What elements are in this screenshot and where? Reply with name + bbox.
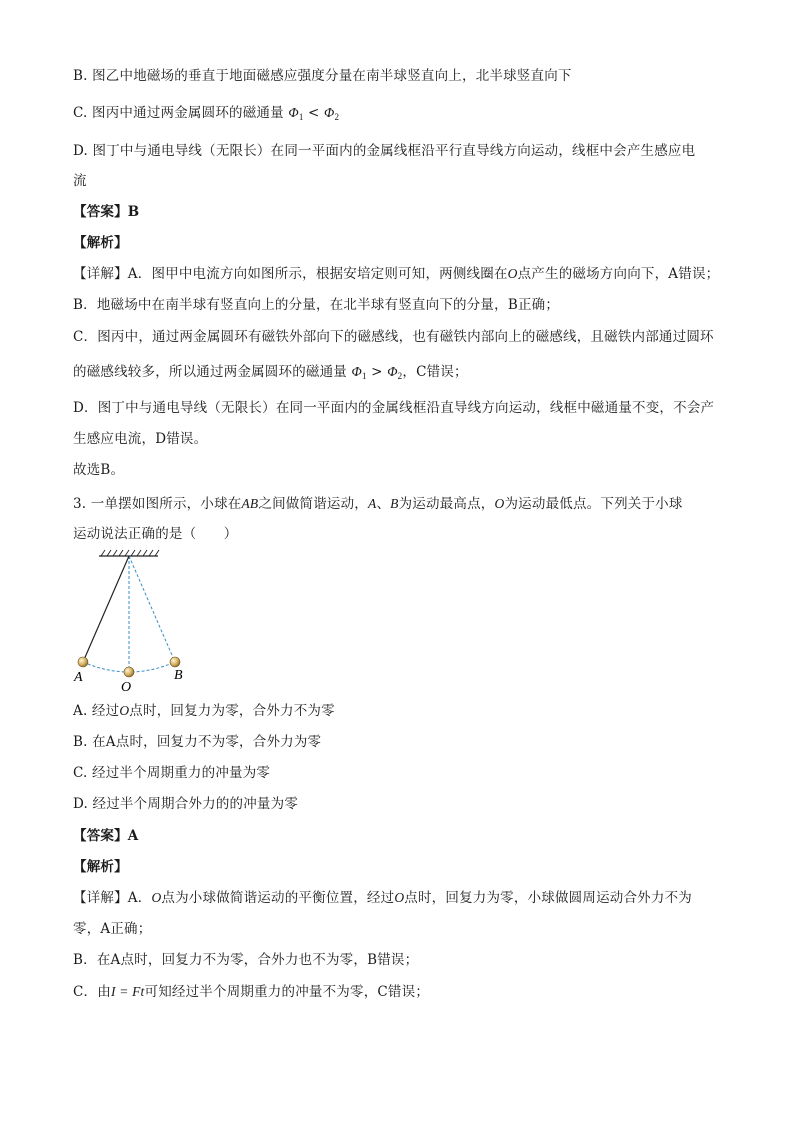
option-d-text: D. 图丁中与通电导线（无限长）在同一平面内的金属线框沿平行直导线方向运动，线框中会产生感应电 [73,143,696,159]
option-b-text: B. 图乙中地磁场的垂直于地面磁感应强度分量在南半球竖直向上，北半球竖直向下 [73,68,572,84]
ball-o [124,667,134,677]
detail-d-q2-cont: 生感应电流，D错误。 [73,431,208,447]
ball-a [78,657,88,667]
phi-1: $\Phi_1$ [351,364,367,381]
phi-2: $\Phi_2$ [387,364,403,381]
detail-b-q2: B．地磁场中在南半球有竖直向上的分量，在北半球有竖直向下的分量，B正确； [73,297,560,313]
ball-b [170,657,180,667]
q3-option-d: D. 经过半个周期合外力的的冲量为零 [73,796,299,812]
q3-option-c: C. 经过半个周期重力的冲量为零 [73,765,271,781]
phi-2: $\Phi_2$ [324,105,340,122]
question-3-stem: 3. 一单摆如图所示，小球在AB之间做简谐运动，A、B为运动最高点，O为运动最低点。下列关于小球 [73,496,683,512]
label-b: B [174,668,183,683]
detail-c-q2: C．图丙中，通过两金属圆环有磁铁外部向下的磁感线，也有磁铁内部向上的磁感线，且磁铁内部通过圆环 [73,329,714,345]
analysis-heading-q3: 【解析】 [73,859,128,875]
q3-option-a: A. 经过O点时，回复力为零，合外力不为零 [73,703,335,719]
dashed-right [129,556,175,662]
less-than: < [303,105,325,121]
phi-1: $\Phi_1$ [288,105,304,122]
detail-c-q3: C．由I = Ft可知经过半个周期重力的冲量不为零，C错误； [73,984,430,1000]
option-d-text-cont: 流 [73,173,87,189]
question-3-stem-cont: 运动说法正确的是（ ） [73,526,238,542]
label-a: A [74,670,83,685]
pendulum-figure [68,548,198,696]
impulse-formula: I = Ft [110,984,145,999]
detail-d-q2: D．图丁中与通电导线（无限长）在同一平面内的金属线框沿直导线方向运动，线框中磁通量不变，不会产 [73,400,715,416]
analysis-heading-q2: 【解析】 [73,235,128,251]
ceiling-hatch [101,550,159,556]
option-c-prefix: C. 图丙中通过两金属圆环的磁通量 [73,105,289,121]
detail-a-q2: 【详解】A．图甲中电流方向如图所示，根据安培定则可知，两侧线圈在O点产生的磁场方向向下，A错误； [73,266,720,282]
label-o: O [121,680,132,695]
detail-a-q3: 【详解】A．O点为小球做简谐运动的平衡位置，经过O点时，回复力为零，小球做圆周运动合外力不为 [73,890,692,906]
option-c-text [73,103,339,127]
answer-heading-q2: 【答案】B [73,204,140,220]
detail-a-q3-cont: 零，A正确； [73,921,152,937]
answer-heading-q3: 【答案】A [73,828,139,844]
conclusion-q2: 故选B。 [73,462,125,478]
pendulum-diagram [68,548,198,696]
pendulum-string [83,556,129,662]
detail-c-q2-cont: 的磁感线较多，所以通过两金属圆环的磁通量 $\Phi_1 > \Phi_2$，C错误； [73,364,468,381]
q3-option-b: B. 在A点时，回复力不为零，合外力为零 [73,734,322,750]
detail-b-q3: B．在A点时，回复力不为零，合外力也不为零，B错误； [73,952,419,968]
